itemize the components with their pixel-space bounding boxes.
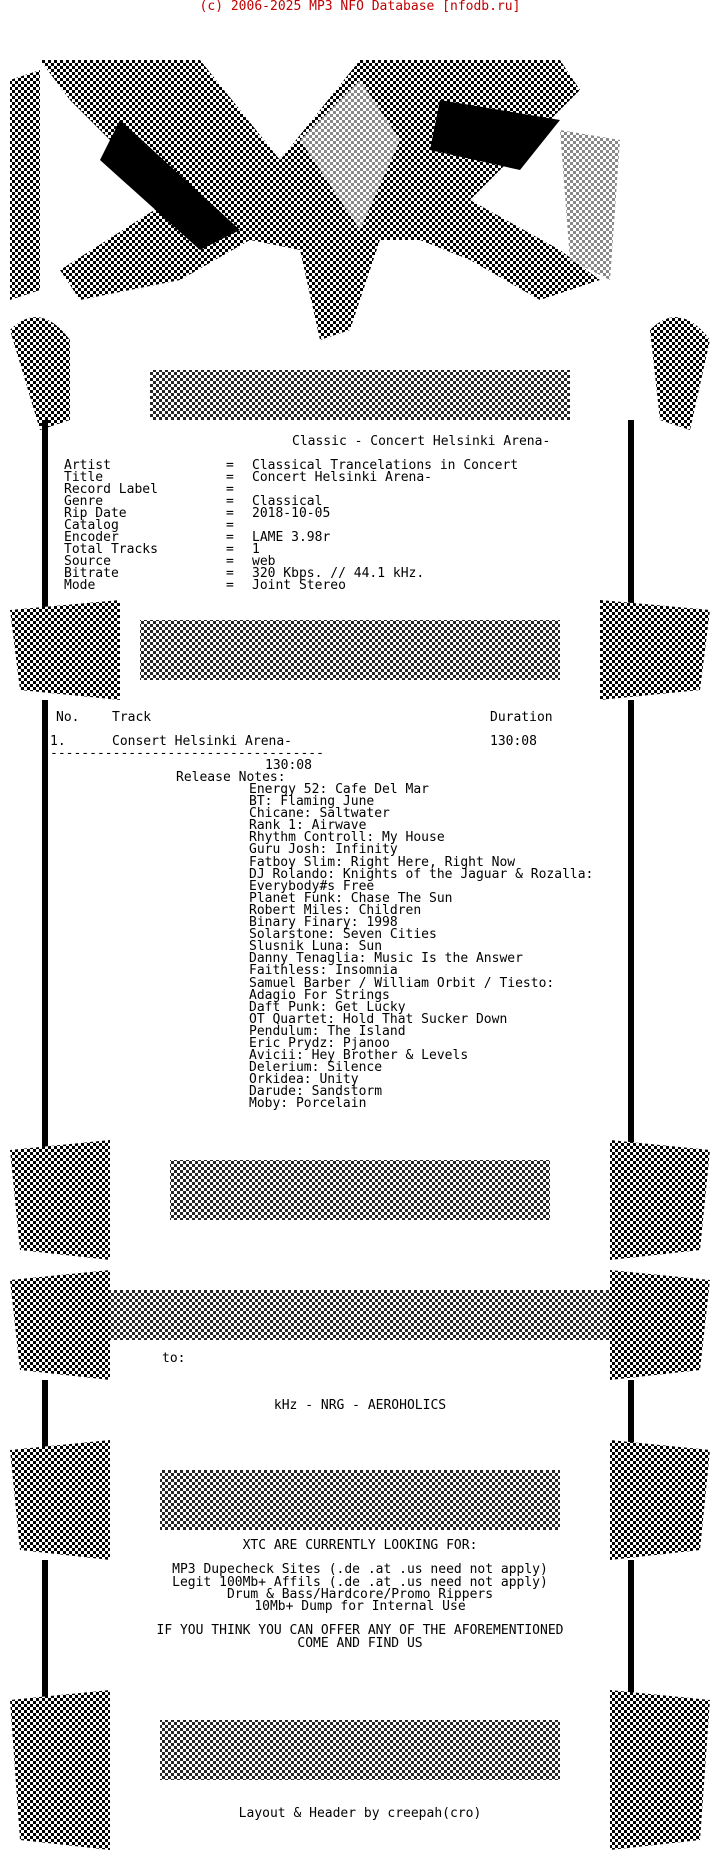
info-label-bitrate: Bitrate: [64, 566, 119, 581]
info-label-total-tracks: Total Tracks: [64, 542, 158, 557]
list-item: Planet Funk: Chase The Sun: [249, 890, 453, 906]
list-item: Everybody#s Free: [249, 878, 375, 894]
info-label-genre: Genre: [64, 494, 104, 509]
info-label-rip-date: Rip Date: [64, 506, 127, 521]
info-value-total-tracks: 1: [252, 542, 260, 557]
info-value-genre: Classical: [252, 494, 323, 509]
info-equals: =: [226, 506, 234, 521]
list-item: Eric Prydz: Pjanoo: [249, 1035, 390, 1051]
info-equals: =: [226, 566, 234, 581]
list-item: Daft Punk: Get Lucky: [249, 999, 406, 1015]
tracklist-header-no: No.: [56, 710, 80, 725]
track-number: 1.: [50, 734, 66, 749]
list-item: Avicii: Hey Brother & Levels: [249, 1048, 469, 1064]
list-item: Darude: Sandstorm: [249, 1084, 383, 1100]
list-item: Solarstone: Seven Cities: [249, 927, 437, 943]
shouts-line: kHz - NRG - AEROHOLICS: [273, 1398, 447, 1413]
info-label-encoder: Encoder: [64, 530, 119, 545]
list-item: Rank 1: Airwave: [249, 818, 367, 834]
list-item: Pendulum: The Island: [249, 1023, 406, 1039]
list-item: Delerium: Silence: [249, 1060, 383, 1076]
info-equals: =: [226, 482, 234, 497]
info-equals: =: [226, 458, 234, 473]
list-item: Orkidea: Unity: [249, 1072, 359, 1088]
list-item: Adagio For Strings: [249, 987, 390, 1003]
info-equals: =: [226, 518, 234, 533]
info-label-mode: Mode: [64, 578, 96, 593]
shouts-to-label: to:: [162, 1351, 186, 1366]
info-label-artist: Artist: [64, 458, 111, 473]
info-value-bitrate: 320 Kbps. // 44.1 kHz.: [252, 566, 425, 581]
news-line: IF YOU THINK YOU CAN OFFER ANY OF THE AFOREMENTIONED: [156, 1623, 564, 1639]
news-line: 10Mb+ Dump for Internal Use: [254, 1598, 466, 1614]
list-item: Energy 52: Cafe Del Mar: [249, 782, 430, 797]
info-equals: =: [226, 542, 234, 557]
track-duration: 130:08: [490, 734, 537, 749]
list-item: DJ Rolando: Knights of the Jaguar & Rozalla:: [249, 866, 594, 882]
track-title: Consert Helsinki Arena-: [112, 734, 293, 749]
list-item: Robert Miles: Children: [249, 902, 422, 918]
info-equals: =: [226, 578, 234, 593]
tracklist-total: 130:08: [265, 758, 312, 773]
list-item: OT Quartet: Hold That Sucker Down: [249, 1011, 508, 1027]
info-value-title: Concert Helsinki Arena-: [252, 470, 433, 485]
info-label-record-label: Record Label: [64, 482, 158, 497]
list-item: Slusnik Luna: Sun: [249, 939, 383, 955]
info-label-source: Source: [64, 554, 111, 569]
list-item: Moby: Porcelain: [249, 1096, 367, 1112]
news-line: XTC ARE CURRENTLY LOOKING FOR:: [242, 1538, 478, 1553]
info-value-rip-date: 2018-10-05: [252, 506, 331, 521]
tracklist-separator: -----------------------------------: [50, 746, 324, 761]
info-value-encoder: LAME 3.98r: [252, 530, 331, 545]
list-item: Rhythm Controll: My House: [249, 830, 445, 846]
list-item: Samuel Barber / William Orbit / Tiesto:: [249, 975, 555, 991]
info-label-title: Title: [64, 470, 104, 485]
tracklist-header-duration: Duration: [490, 710, 553, 725]
info-value-source: web: [252, 554, 276, 569]
info-value-artist: Classical Trancelations in Concert: [252, 458, 519, 473]
info-equals: =: [226, 494, 234, 509]
news-line: Drum & Bass/Hardcore/Promo Rippers: [226, 1586, 494, 1602]
release-notes-list: [249, 784, 593, 1111]
news-line: MP3 Dupecheck Sites (.de .at .us need not apply): [172, 1562, 548, 1578]
list-item: Binary Finary: 1998: [249, 915, 398, 931]
news-line: Legit 100Mb+ Affils (.de .at .us need not apply): [172, 1574, 548, 1590]
news-block: [0, 1540, 720, 1650]
news-line: COME AND FIND US: [297, 1635, 423, 1651]
release-heading: Classic - Concert Helsinki Arena-: [292, 434, 551, 449]
list-item: Fatboy Slim: Right Here, Right Now: [249, 854, 516, 870]
copyright-notice: (c) 2006-2025 MP3 NFO Database [nfodb.ru]: [199, 0, 521, 14]
info-equals: =: [226, 554, 234, 569]
list-item: Danny Tenaglia: Music Is the Answer: [249, 951, 523, 967]
info-value-mode: Joint Stereo: [252, 578, 346, 593]
list-item: Faithless: Insomnia: [249, 963, 398, 979]
info-equals: =: [226, 530, 234, 545]
info-label-catalog: Catalog: [64, 518, 119, 533]
info-equals: =: [226, 470, 234, 485]
list-item: BT: Flaming June: [249, 794, 375, 810]
footer-credit: Layout & Header by creepah(cro): [238, 1806, 482, 1821]
list-item: Chicane: Saltwater: [249, 806, 390, 822]
list-item: Guru Josh: Infinity: [249, 842, 398, 858]
tracklist-header-track: Track: [112, 710, 152, 725]
release-notes-label: Release Notes:: [176, 770, 286, 785]
